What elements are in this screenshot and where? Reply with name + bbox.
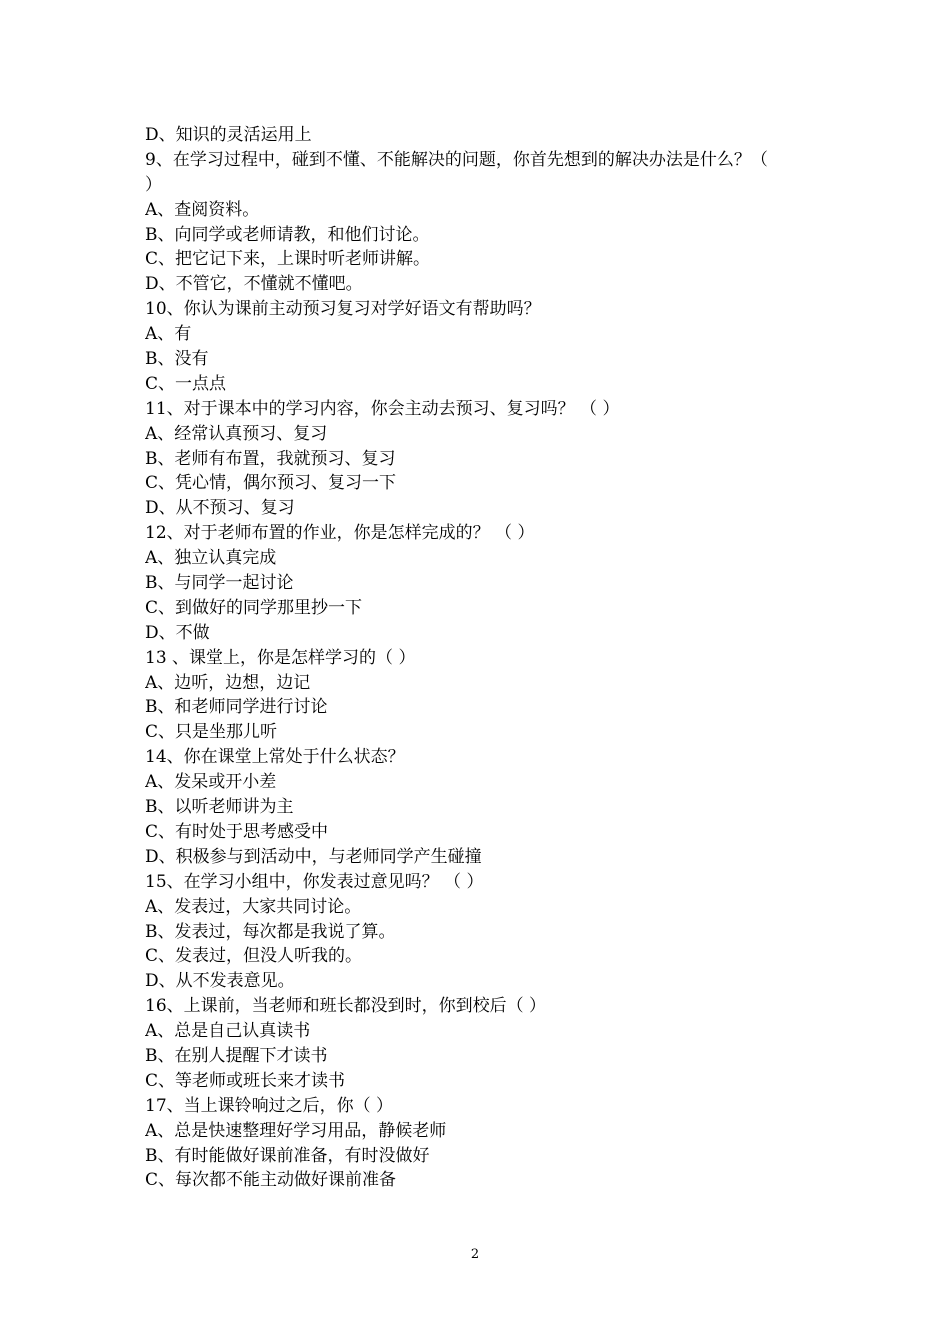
text-line: 16、上课前，当老师和班长都没到时，你到校后（ ） — [145, 996, 547, 1017]
text-line: C、把它记下来，上课时听老师讲解。 — [145, 249, 431, 270]
text-line: C、一点点 — [145, 373, 227, 394]
text-line: C、等老师或班长来才读书 — [145, 1070, 346, 1091]
text-line: D、不管它，不懂就不懂吧。 — [145, 274, 363, 295]
text-line: C、发表过，但没人听我的。 — [145, 946, 363, 967]
text-line: A、有 — [145, 324, 192, 345]
text-line: D、从不发表意见。 — [145, 971, 295, 992]
text-line: C、只是坐那儿听 — [145, 722, 278, 743]
page-content — [145, 123, 815, 1193]
text-line: B、老师有布置，我就预习、复习 — [145, 448, 396, 469]
text-line: A、查阅资料。 — [145, 199, 260, 220]
text-line: 14、你在课堂上常处于什么状态？ — [145, 747, 405, 768]
text-line: 9、在学习过程中，碰到不懂、不能解决的问题，你首先想到的解决办法是什么？（ — [145, 149, 768, 170]
text-line: B、发表过，每次都是我说了算。 — [145, 921, 396, 942]
text-line: A、独立认真完成 — [145, 548, 277, 569]
text-line: 11、对于课本中的学习内容，你会主动去预习、复习吗？ （ ） — [145, 398, 620, 419]
text-line: A、发表过，大家共同讨论。 — [145, 896, 362, 917]
text-line: B、没有 — [145, 349, 209, 370]
text-line: ） — [145, 174, 162, 195]
text-line: 10、你认为课前主动预习复习对学好语文有帮助吗？ — [145, 299, 541, 320]
text-line: D、积极参与到活动中，与老师同学产生碰撞 — [145, 846, 482, 867]
text-line: A、发呆或开小差 — [145, 772, 277, 793]
text-line: B、有时能做好课前准备，有时没做好 — [145, 1145, 430, 1166]
page-number: 2 — [470, 1247, 480, 1262]
text-line: 15、在学习小组中，你发表过意见吗？ （ ） — [145, 871, 484, 892]
text-line: D、知识的灵活运用上 — [145, 125, 312, 145]
text-line: D、从不预习、复习 — [145, 498, 295, 519]
text-line: 13 、课堂上，你是怎样学习的（ ） — [145, 647, 416, 668]
text-line: B、以听老师讲为主 — [145, 797, 294, 818]
text-line: C、凭心情，偶尔预习、复习一下 — [145, 473, 397, 494]
text-line: C、每次都不能主动做好课前准备 — [145, 1170, 397, 1191]
text-line: B、在别人提醒下才读书 — [145, 1045, 328, 1066]
text-line: B、向同学或老师请教，和他们讨论。 — [145, 224, 430, 245]
text-line: 12、对于老师布置的作业，你是怎样完成的？ （ ） — [145, 523, 535, 544]
text-line: A、总是自己认真读书 — [145, 1021, 311, 1042]
text-line: C、有时处于思考感受中 — [145, 821, 329, 842]
text-line: B、与同学一起讨论 — [145, 573, 294, 594]
text-line: B、和老师同学进行讨论 — [145, 697, 328, 718]
text-line: C、到做好的同学那里抄一下 — [145, 597, 363, 618]
text-line: A、边听，边想，边记 — [145, 672, 311, 693]
text-line: A、总是快速整理好学习用品，静候老师 — [145, 1120, 447, 1141]
text-line: 17、当上课铃响过之后，你（ ） — [145, 1095, 394, 1116]
text-line: A、经常认真预习、复习 — [145, 423, 328, 444]
text-line: D、不做 — [145, 622, 210, 643]
